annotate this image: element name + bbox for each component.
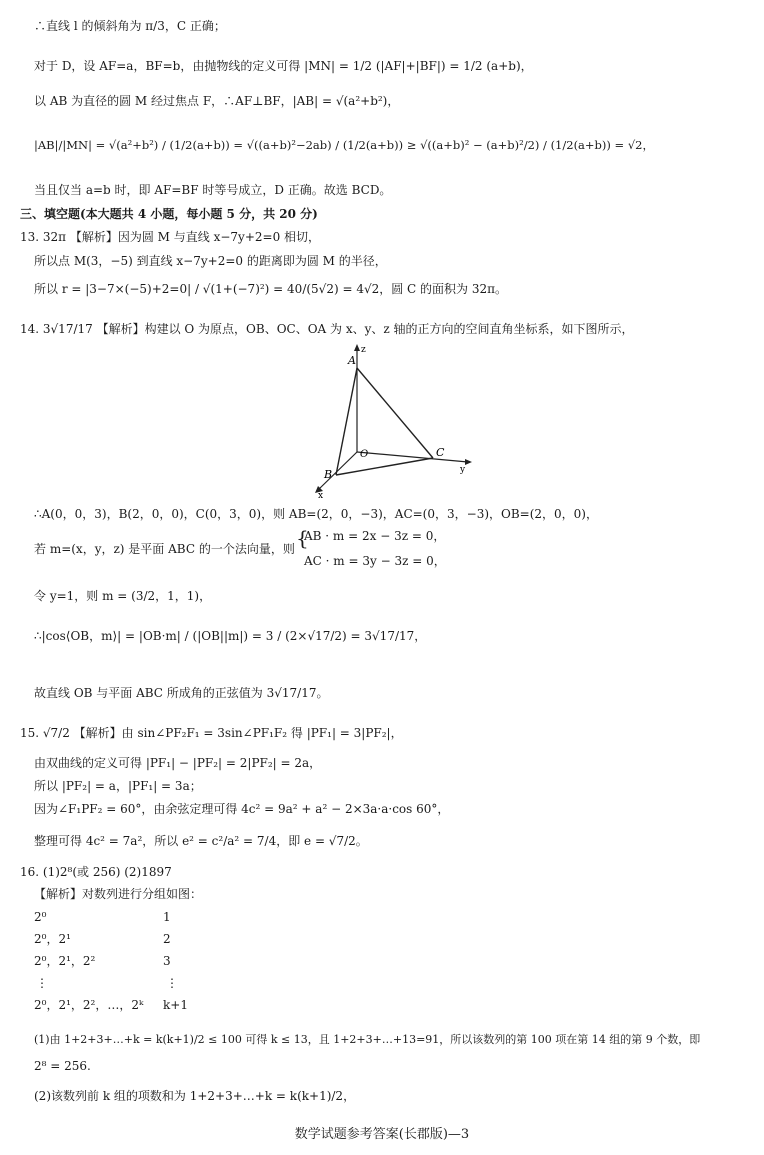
group-right: 3 <box>163 954 171 968</box>
q16-line: 16. (1)2⁸(或 256) (2)1897 <box>20 865 172 879</box>
text-line: 对于 D，设 AF=a，BF=b，由抛物线的定义可得 |MN| = 1/2 (|AF|+|BF|) = 1/2 (a+b)， <box>34 59 533 73</box>
z-arrow-icon <box>354 344 360 351</box>
q16-line: 2⁸ = 256. <box>34 1059 91 1073</box>
label-C: C <box>436 446 445 459</box>
edge-AB <box>336 368 357 475</box>
text-line: ∴直线 l 的倾斜角为 π/3，C 正确； <box>34 19 226 33</box>
y-axis <box>357 452 468 462</box>
group-right: 1 <box>163 910 171 924</box>
label-B: B <box>324 468 333 481</box>
q13-line: 13. 32π 【解析】因为圆 M 与直线 x−7y+2=0 相切， <box>20 230 321 244</box>
brace-icon: { <box>296 526 309 550</box>
q16-line: (2)该数列前 k 组的项数和为 1+2+3+…+k = k(k+1)/2， <box>34 1089 356 1103</box>
section-heading: 三、填空题(本大题共 4 小题，每小题 5 分，共 20 分) <box>20 207 318 221</box>
q15-line: 所以 |PF₂| = a，|PF₁| = 3a； <box>34 779 202 793</box>
q15-line: 15. √7/2 【解析】由 sin∠PF₂F₁ = 3sin∠PF₁F₂ 得 |PF₁| = 3|PF₂|， <box>20 726 403 740</box>
text-line: |AB|/|MN| = √(a²+b²) / (1/2(a+b)) = √((a+b)²−2ab) / (1/2(a+b)) ≥ √((a+b)² − (a+b)²/2) / (1/2(a+b)) = √2， <box>34 138 654 152</box>
q14-line: 14. 3√17/17 【解析】构建以 O 为原点，OB、OC、OA 为 x、y、z 轴的正方向的空间直角坐标系，如下图所示， <box>20 322 634 336</box>
group-left: 2⁰ <box>34 910 47 924</box>
label-A: A <box>348 354 356 367</box>
q14-line: ∴|cos⟨OB，m⟩| = |OB·m| / (|OB||m|) = 3 / (2×√17/2) = 3√17/17， <box>34 629 427 643</box>
q14-line: 令 y=1，则 m = (3/2，1，1)， <box>34 589 212 603</box>
coordinate-figure <box>300 340 480 500</box>
page-footer: 数学试题参考答案(长郡版)—3 <box>294 1127 470 1142</box>
q14-line: 故直线 OB 与平面 ABC 所成角的正弦值为 3√17/17。 <box>34 686 329 700</box>
group-right: k+1 <box>163 998 188 1012</box>
label-z: z <box>361 345 366 355</box>
q13-line: 所以点 M(3，−5) 到直线 x−7y+2=0 的距离即为圆 M 的半径， <box>34 254 387 268</box>
q14-line: 若 m=(x，y，z) 是平面 ABC 的一个法向量，则 <box>34 542 295 556</box>
group-left: 2⁰，2¹，2² <box>34 954 96 968</box>
group-left: 2⁰，2¹ <box>34 932 71 946</box>
q13-line: 所以 r = |3−7×(−5)+2=0| / √(1+(−7)²) = 40/(5√2) = 4√2，圆 C 的面积为 32π。 <box>34 282 508 296</box>
group-left: ⋮ <box>36 976 48 990</box>
q14-line: ∴A(0，0，3)，B(2，0，0)，C(0，3，0)，则 AB=(2，0，−3)，AC=(0，3，−3)，OB=(2，0，0)， <box>34 507 598 521</box>
text-line: 以 AB 为直径的圆 M 经过焦点 F，∴AF⊥BF，|AB| = √(a²+b²)， <box>34 94 400 108</box>
q16-line: (1)由 1+2+3+…+k = k(k+1)/2 ≤ 100 可得 k ≤ 13，且 1+2+3+…+13=91，所以该数列的第 100 项在第 14 组的第 9 个数，即 <box>34 1033 701 1046</box>
label-O: O <box>360 449 369 460</box>
group-left: 2⁰，2¹，2²，…，2ᵏ <box>34 998 144 1012</box>
edge-BC <box>336 458 433 475</box>
label-y: y <box>460 465 466 475</box>
q15-line: 整理可得 4c² = 7a²，所以 e² = c²/a² = 7/4，即 e = √7/2。 <box>34 834 368 848</box>
q14-system-line: AB · m = 2x − 3z = 0， <box>304 529 446 543</box>
group-right: ⋮ <box>166 976 178 990</box>
group-right: 2 <box>163 932 171 946</box>
q16-line: 【解析】对数列进行分组如图： <box>34 887 203 901</box>
edge-AC <box>357 368 433 458</box>
text-line: 当且仅当 a=b 时，即 AF=BF 时等号成立，D 正确。故选 BCD。 <box>34 183 392 197</box>
q14-system-line: AC · m = 3y − 3z = 0， <box>304 554 446 568</box>
label-x: x <box>318 491 324 500</box>
q15-line: 因为∠F₁PF₂ = 60°，由余弦定理可得 4c² = 9a² + a² − 2×3a·a·cos 60°， <box>34 802 450 816</box>
q15-line: 由双曲线的定义可得 |PF₁| − |PF₂| = 2|PF₂| = 2a， <box>34 756 322 770</box>
y-arrow-icon <box>465 459 472 465</box>
